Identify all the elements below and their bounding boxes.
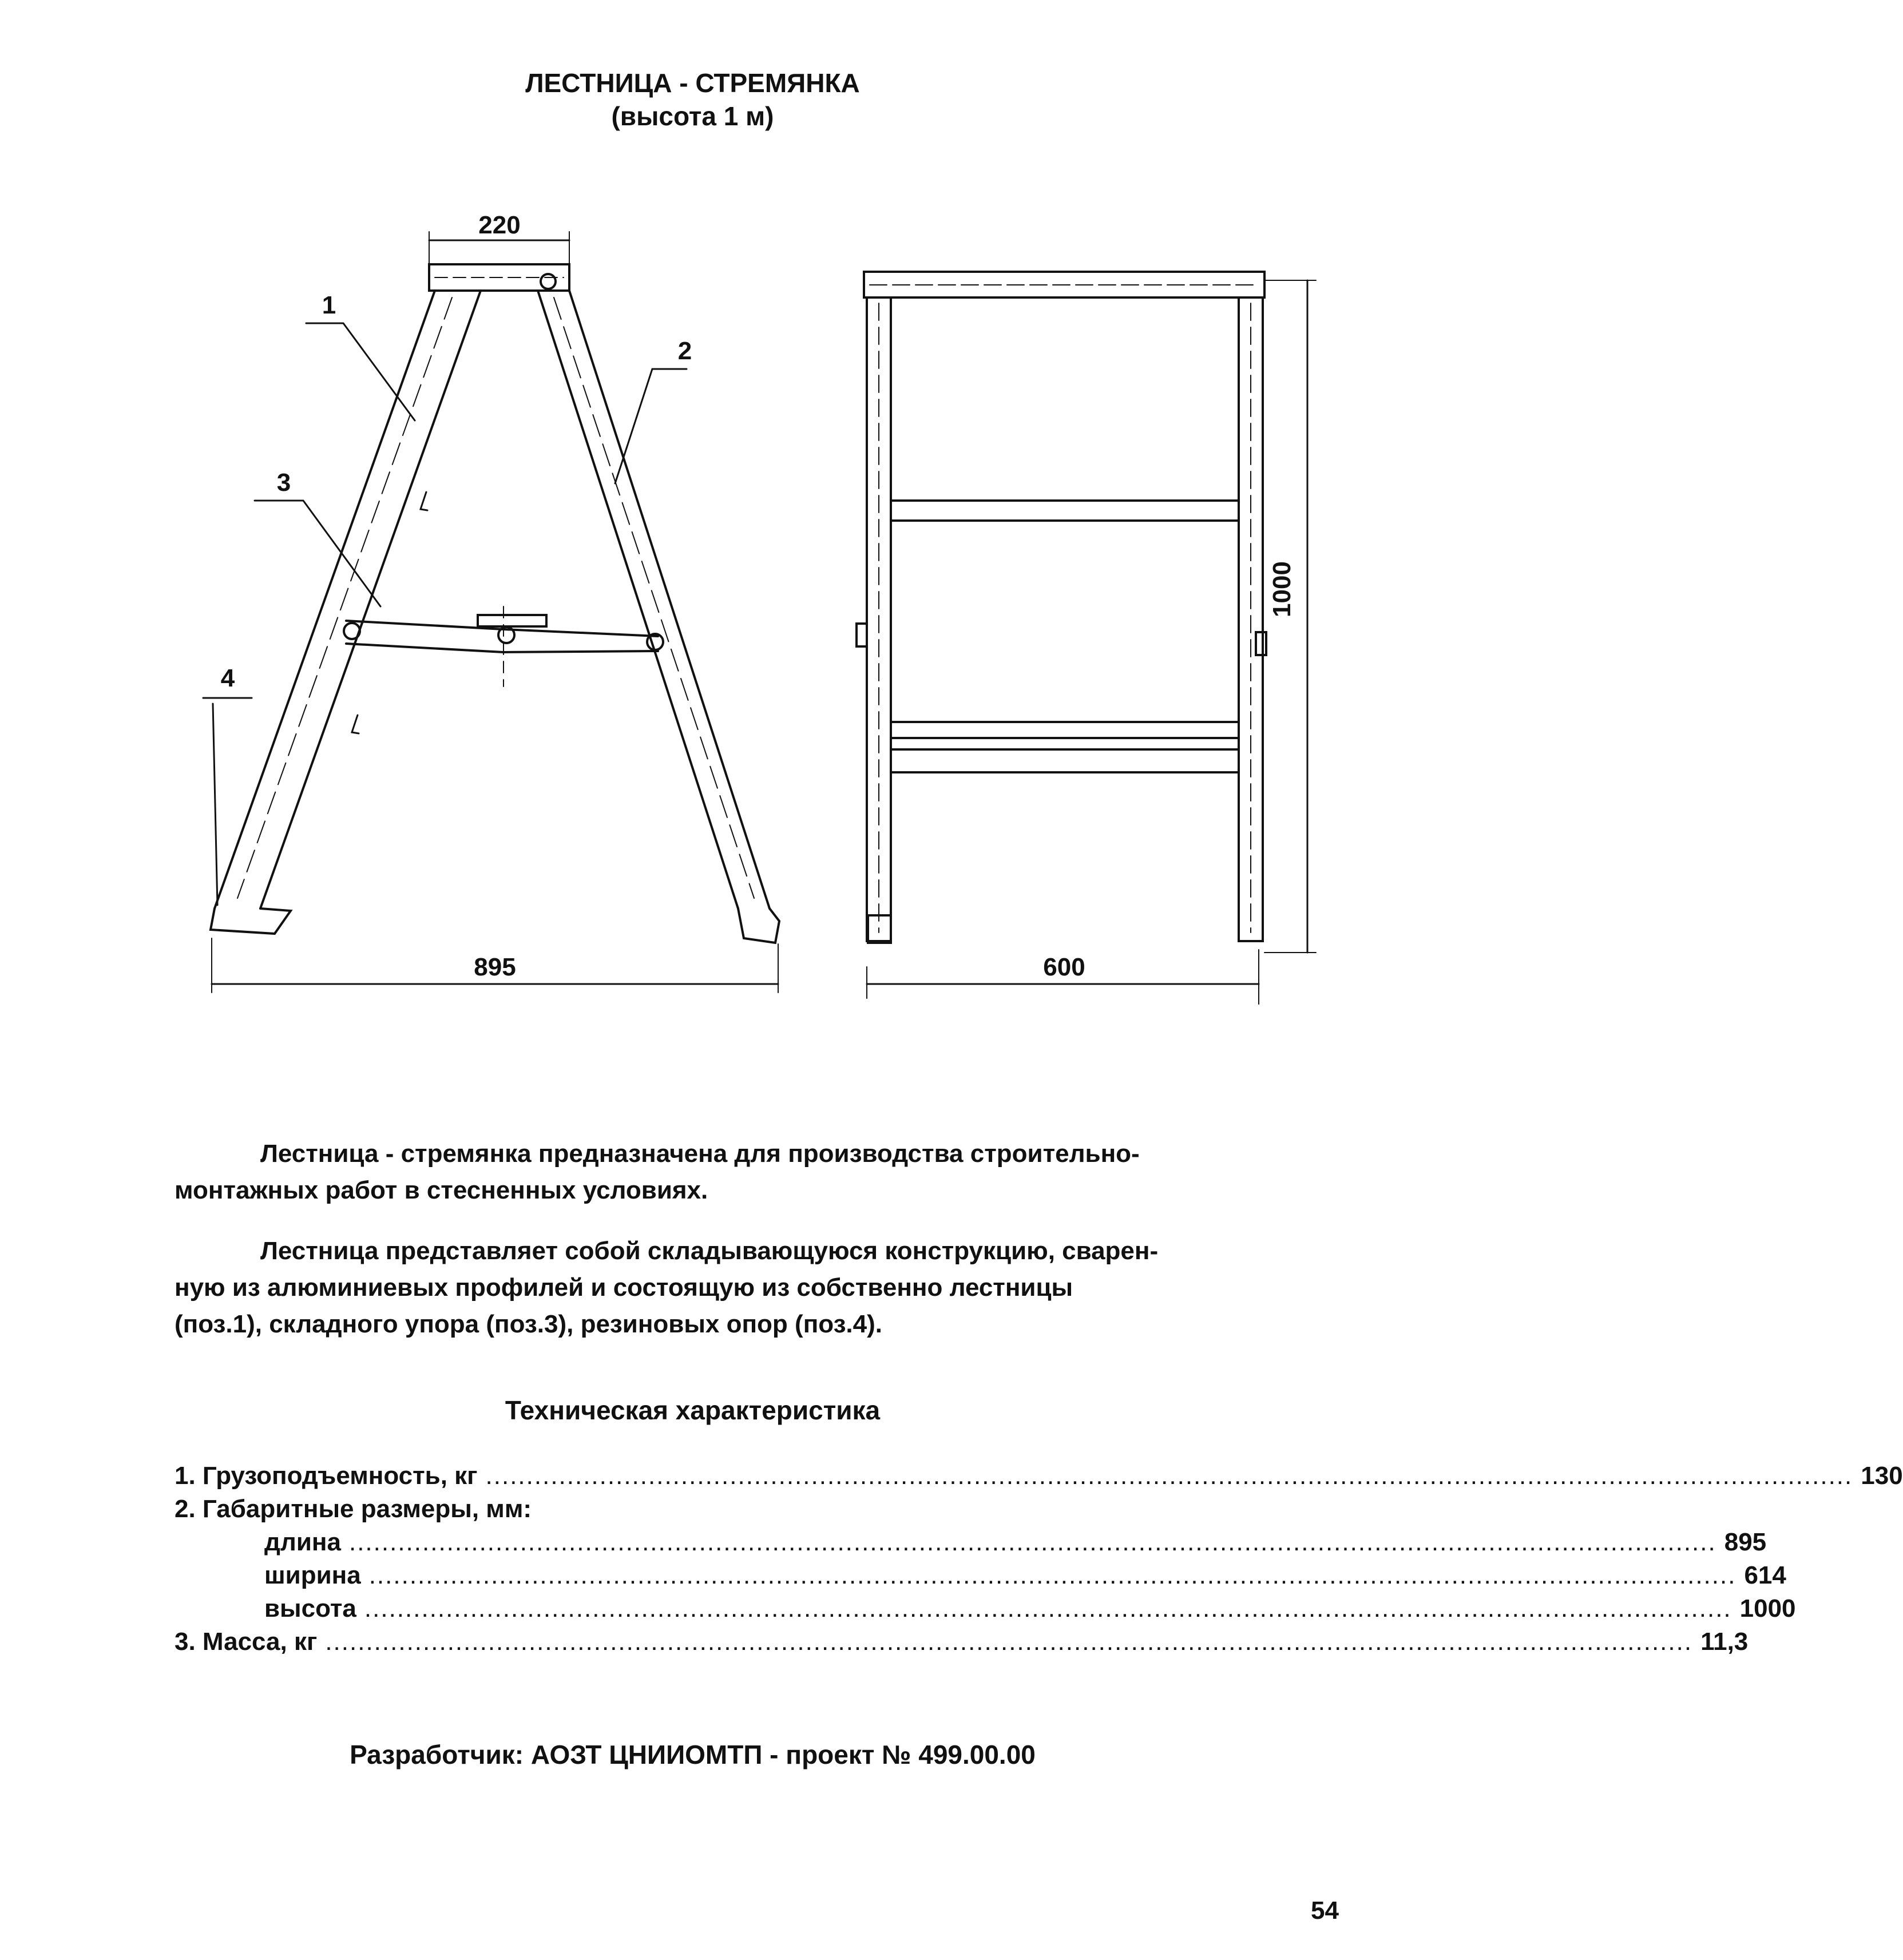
leader-dots: ........................................................................................................................................................................ [348, 1528, 1716, 1556]
spec-value: 895 [1724, 1528, 1767, 1556]
page-subtitle: (высота 1 м) [611, 101, 774, 131]
spec-row-height [264, 1594, 1796, 1628]
dim-base-length: 895 [474, 953, 516, 981]
developer-line: Разработчик: АОЗТ ЦНИИОМТП - проект № 499.00.00 [350, 1740, 1036, 1769]
dim-base-width: 600 [1043, 953, 1085, 981]
spec-value: 1000 [1739, 1594, 1796, 1622]
dim-top-width: 220 [478, 211, 521, 239]
page-number: 54 [1311, 1896, 1339, 1925]
spec-label: 2. Габаритные размеры, мм: [175, 1495, 532, 1523]
leader-dots: ........................................................................................................................................................................ [364, 1594, 1732, 1622]
spec-row-length [264, 1528, 1767, 1561]
spec-label: 3. Масса, кг [175, 1628, 318, 1656]
leader-dots: ........................................................................................................................................................................ [325, 1628, 1693, 1656]
side-rung-bottom [891, 749, 1239, 772]
folding-brace [344, 606, 663, 687]
spec-row-mass [175, 1628, 1749, 1661]
specs-heading: Техническая характеристика [505, 1395, 881, 1425]
spec-label: 1. Грузоподъемность, кг [175, 1462, 478, 1490]
front-view [203, 232, 779, 993]
callout-3: 3 [276, 469, 291, 497]
para2-line2: ную из алюминиевых профилей и состоящую из собственно лестницы [175, 1273, 1073, 1302]
right-rubber-foot [738, 908, 779, 943]
spec-label: ширина [264, 1561, 361, 1589]
callout-2: 2 [677, 337, 692, 365]
side-view [857, 272, 1316, 1004]
dim-height: 1000 [1268, 561, 1296, 617]
page-title: ЛЕСТНИЦА - СТРЕМЯНКА [525, 68, 860, 98]
description-paragraph-1 [175, 1136, 1313, 1209]
left-rubber-foot [211, 908, 291, 934]
side-rung-upper [891, 501, 1239, 521]
spec-value: 614 [1744, 1561, 1786, 1589]
ladder-drawing [0, 0, 1385, 1058]
spec-row-capacity [175, 1462, 1903, 1495]
description-paragraph-2 [175, 1233, 1313, 1343]
para2-line1: Лестница представляет собой складывающуюся конструкцию, сварен- [260, 1237, 1159, 1265]
callout-1: 1 [322, 291, 336, 319]
leader-dots: ........................................................................................................................................................................ [485, 1462, 1853, 1490]
spec-label: высота [264, 1594, 356, 1622]
spec-row-width [264, 1561, 1786, 1594]
top-hinge [541, 274, 556, 289]
para1-line2: монтажных работ в стесненных условиях. [175, 1176, 708, 1204]
side-rung-lower [891, 722, 1239, 738]
spec-value: 11,3 [1700, 1628, 1749, 1656]
spec-row-dimensions [175, 1495, 1313, 1528]
left-leg [211, 291, 481, 934]
leader-dots: ........................................................................................................................................................................ [368, 1561, 1737, 1589]
spec-label: длина [264, 1528, 341, 1556]
para2-line3: (поз.1), складного упора (поз.3), резиновых опор (поз.4). [175, 1310, 883, 1338]
para1-line1: Лестница - стремянка предназначена для производства строительно- [260, 1140, 1140, 1168]
right-leg [538, 291, 779, 943]
spec-value: 130 [1861, 1462, 1903, 1490]
callout-4: 4 [220, 664, 235, 692]
